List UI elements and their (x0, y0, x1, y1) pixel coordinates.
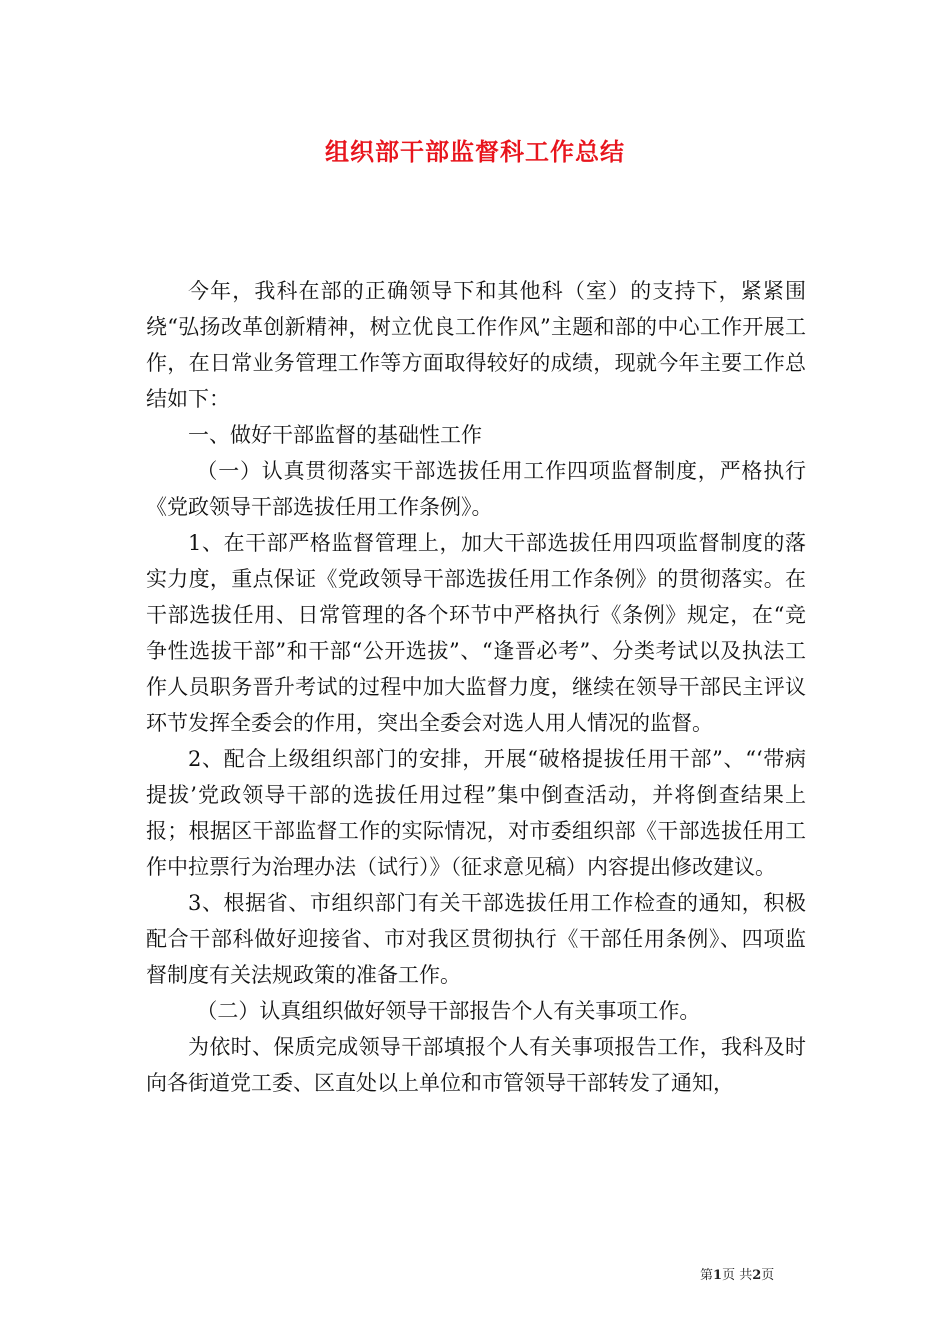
page-suffix: 页 (761, 1268, 775, 1283)
page-total: 2 (752, 1268, 762, 1283)
page-number-footer (700, 1264, 774, 1283)
document-body (146, 273, 806, 1101)
document-title: 组织部干部监督科工作总结 (325, 138, 625, 166)
paragraph-report: 为依时、保质完成领导干部填报个人有关事项报告工作，我科及时向各街道党工委、区直处以上单位和市管领导干部转发了通知， (146, 1035, 806, 1095)
section-heading-1: 一、做好干部监督的基础性工作 (188, 423, 482, 447)
page-mid: 页 共 (722, 1268, 753, 1283)
paragraph-item-1: 1、在干部严格监督管理上，加大干部选拔任用四项监督制度的落实力度，重点保证《党政领导干部选拔任用工作条例》的贯彻落实。在干部选拔任用、日常管理的各个环节中严格执行《条例》规定，在“竞争性选拔干部”和干部“公开选拔”、“逢晋必考”、分类考试以及执法工作人员职务晋升考试的过程中加大监督力度，继续在领导干部民主评议环节发挥全委会的作用，突出全委会对选人用人情况的监督。 (146, 531, 806, 735)
subsection-heading-2: （二）认真组织做好领导干部报告个人有关事项工作。 (196, 999, 701, 1023)
paragraph-item-3: 3、根据省、市组织部门有关干部选拔任用工作检查的通知，积极配合干部科做好迎接省、市对我区贯彻执行《干部任用条例》、四项监督制度有关法规政策的准备工作。 (146, 891, 806, 987)
paragraph-item-2: 2、配合上级组织部门的安排，开展“破格提拔任用干部”、“‘带病提拔’党政领导干部的选拔任用过程”集中倒查活动，并将倒查结果上报；根据区干部监督工作的实际情况，对市委组织部《干部选拔任用工作中拉票行为治理办法（试行）》（征求意见稿）内容提出修改建议。 (146, 747, 806, 879)
subsection-heading-1: （一）认真贯彻落实干部选拔任用工作四项监督制度，严格执行《党政领导干部选拔任用工作条例》。 (146, 459, 806, 519)
page-current: 1 (713, 1268, 723, 1283)
page-prefix: 第 (700, 1268, 714, 1283)
paragraph-intro: 今年，我科在部的正确领导下和其他科（室）的支持下，紧紧围绕“弘扬改革创新精神，树立优良工作作风”主题和部的中心工作开展工作，在日常业务管理工作等方面取得较好的成绩，现就今年主要工作总结如下： (146, 279, 806, 411)
